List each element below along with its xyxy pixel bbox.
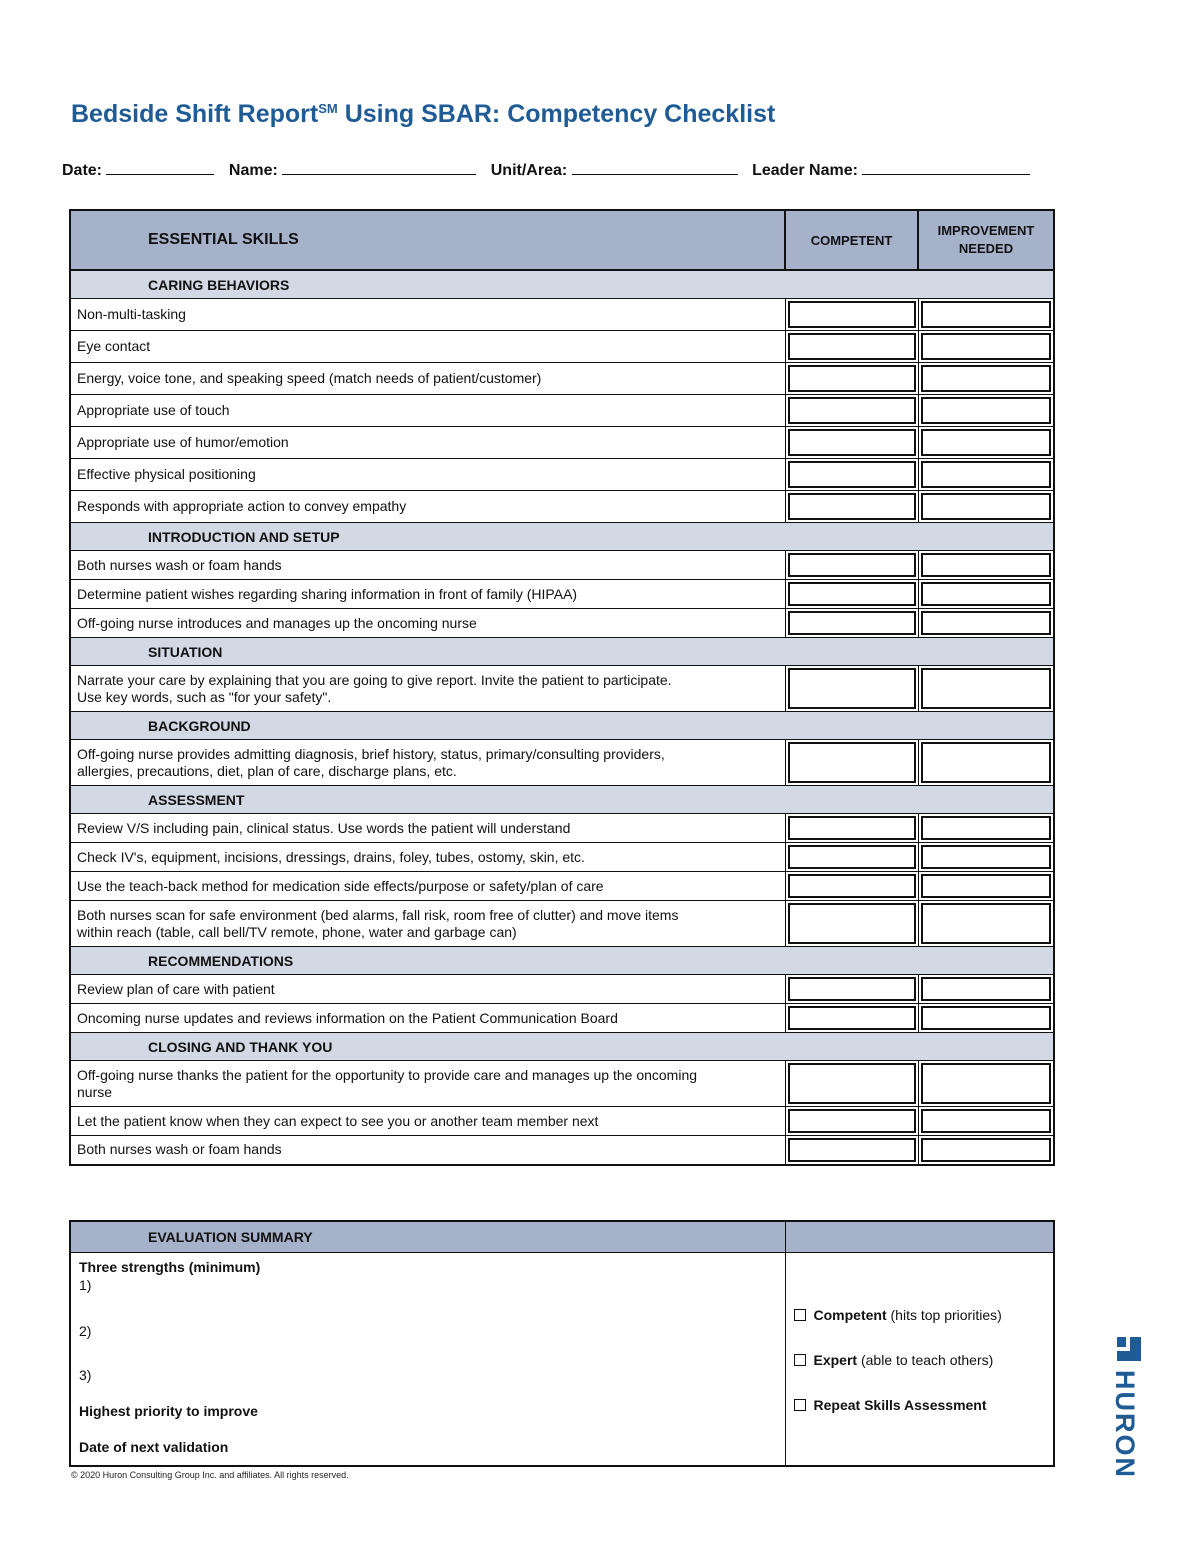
improvement-checkbox-cell xyxy=(918,740,1054,786)
improvement-checkbox[interactable] xyxy=(921,553,1052,577)
skill-text-line: nurse xyxy=(77,1083,113,1100)
competent-checkbox-cell xyxy=(785,299,918,331)
competent-checkbox[interactable] xyxy=(788,668,916,709)
improvement-checkbox-cell xyxy=(918,975,1054,1004)
skill-text-line: Appropriate use of humor/emotion xyxy=(77,434,289,450)
skill-text xyxy=(70,331,785,363)
skill-row xyxy=(70,363,1054,395)
competent-header: COMPETENT xyxy=(785,210,918,270)
improvement-checkbox[interactable] xyxy=(921,742,1052,783)
competent-checkbox[interactable] xyxy=(788,977,916,1001)
improvement-checkbox[interactable] xyxy=(921,611,1052,635)
competent-checkbox[interactable] xyxy=(788,365,916,392)
competent-checkbox-cell xyxy=(785,363,918,395)
skill-text xyxy=(70,580,785,609)
competent-checkbox[interactable] xyxy=(788,1109,916,1133)
checkbox-icon[interactable] xyxy=(794,1354,806,1366)
skill-row xyxy=(70,975,1054,1004)
improvement-checkbox[interactable] xyxy=(921,1063,1052,1104)
competent-checkbox-cell xyxy=(785,1136,918,1165)
improvement-checkbox[interactable] xyxy=(921,1006,1052,1030)
improvement-checkbox[interactable] xyxy=(921,365,1052,392)
option-competent[interactable]: Competent (hits top priorities) xyxy=(794,1307,1002,1323)
competent-checkbox[interactable] xyxy=(788,582,916,606)
improvement-checkbox-cell xyxy=(918,551,1054,580)
improvement-checkbox-cell xyxy=(918,609,1054,638)
skills-checklist-table xyxy=(69,209,1055,1166)
competent-checkbox[interactable] xyxy=(788,903,916,944)
improvement-checkbox[interactable] xyxy=(921,1109,1052,1133)
improvement-checkbox-cell xyxy=(918,459,1054,491)
skill-row xyxy=(70,1136,1054,1165)
skill-text-line: Non-multi-tasking xyxy=(77,306,186,322)
competent-checkbox[interactable] xyxy=(788,611,916,635)
improvement-checkbox-cell xyxy=(918,299,1054,331)
copyright-footer: © 2020 Huron Consulting Group Inc. and affiliates. All rights reserved. xyxy=(71,1470,349,1480)
essential-skills-header: ESSENTIAL SKILLS xyxy=(70,210,785,270)
competent-checkbox[interactable] xyxy=(788,429,916,456)
option-repeat-assessment[interactable]: Repeat Skills Assessment xyxy=(794,1397,987,1413)
date-field[interactable]: Date: xyxy=(62,160,214,180)
skill-text-line: Narrate your care by explaining that you are going to give report. Invite the patient to participate. xyxy=(77,671,672,688)
section-row xyxy=(70,523,1054,551)
skill-row xyxy=(70,427,1054,459)
improvement-checkbox[interactable] xyxy=(921,845,1052,869)
competent-checkbox-cell xyxy=(785,901,918,947)
skill-text xyxy=(70,814,785,843)
huron-logo-wordmark: HURON xyxy=(1110,1370,1140,1479)
competent-checkbox[interactable] xyxy=(788,333,916,360)
skill-text-line: Appropriate use of touch xyxy=(77,402,230,418)
competent-checkbox-cell xyxy=(785,843,918,872)
skill-text-line: Let the patient know when they can expect to see you or another team member next xyxy=(77,1112,599,1129)
improvement-checkbox[interactable] xyxy=(921,493,1052,520)
skill-row xyxy=(70,1004,1054,1033)
skill-text-line: Both nurses wash or foam hands xyxy=(77,1141,282,1158)
competent-checkbox-cell xyxy=(785,975,918,1004)
competent-checkbox[interactable] xyxy=(788,1138,916,1162)
skill-text xyxy=(70,1004,785,1033)
improvement-checkbox[interactable] xyxy=(921,1138,1052,1162)
skill-text-line: Off-going nurse thanks the patient for the opportunity to provide care and manages up the oncoming xyxy=(77,1066,698,1083)
skill-text-line: Effective physical positioning xyxy=(77,466,256,482)
skill-text xyxy=(70,551,785,580)
competent-checkbox-cell xyxy=(785,666,918,712)
evaluation-notes[interactable] xyxy=(70,1253,785,1467)
skill-text-line: Use key words, such as "for your safety". xyxy=(77,688,332,705)
improvement-checkbox-cell xyxy=(918,843,1054,872)
priority-label: Highest priority to improve xyxy=(79,1403,258,1419)
improvement-checkbox[interactable] xyxy=(921,903,1052,944)
competent-checkbox[interactable] xyxy=(788,742,916,783)
skill-text-line: Review V/S including pain, clinical status. Use words the patient will understand xyxy=(77,819,571,836)
skill-row xyxy=(70,901,1054,947)
improvement-needed-header: IMPROVEMENT NEEDED xyxy=(918,210,1054,270)
competent-checkbox-cell xyxy=(785,459,918,491)
section-row xyxy=(70,947,1054,975)
section-title: CARING BEHAVIORS xyxy=(70,270,1054,299)
improvement-checkbox-cell xyxy=(918,872,1054,901)
improvement-checkbox[interactable] xyxy=(921,977,1052,1001)
checkbox-icon[interactable] xyxy=(794,1399,806,1411)
improvement-checkbox-cell xyxy=(918,427,1054,459)
skill-row xyxy=(70,580,1054,609)
checkbox-icon[interactable] xyxy=(794,1309,806,1321)
section-row xyxy=(70,786,1054,814)
competent-checkbox[interactable] xyxy=(788,493,916,520)
skill-text xyxy=(70,901,785,947)
competent-checkbox-cell xyxy=(785,395,918,427)
skill-row xyxy=(70,1061,1054,1107)
competent-checkbox-cell xyxy=(785,491,918,523)
competent-checkbox-cell xyxy=(785,580,918,609)
table-header-row xyxy=(70,210,1054,270)
section-row xyxy=(70,712,1054,740)
skill-row xyxy=(70,1107,1054,1136)
competent-checkbox[interactable] xyxy=(788,874,916,898)
competent-checkbox-cell xyxy=(785,609,918,638)
skill-row xyxy=(70,872,1054,901)
skill-text-line: Both nurses scan for safe environment (bed alarms, fall risk, room free of clutter) and move items xyxy=(77,906,679,923)
competent-checkbox[interactable] xyxy=(788,1006,916,1030)
section-title: RECOMMENDATIONS xyxy=(70,947,1054,975)
section-row xyxy=(70,638,1054,666)
improvement-checkbox[interactable] xyxy=(921,333,1052,360)
improvement-checkbox-cell xyxy=(918,1061,1054,1107)
competent-checkbox-cell xyxy=(785,427,918,459)
skill-row xyxy=(70,666,1054,712)
improvement-checkbox-cell xyxy=(918,666,1054,712)
improvement-checkbox-cell xyxy=(918,814,1054,843)
option-expert[interactable]: Expert (able to teach others) xyxy=(794,1352,994,1368)
improvement-checkbox[interactable] xyxy=(921,301,1052,328)
name-field[interactable]: Name: xyxy=(229,160,476,180)
skill-text-line: Responds with appropriate action to convey empathy xyxy=(77,498,407,514)
skill-row xyxy=(70,551,1054,580)
skill-text xyxy=(70,395,785,427)
skill-text-line: Eye contact xyxy=(77,338,151,354)
section-title: CLOSING AND THANK YOU xyxy=(70,1033,1054,1061)
skill-row xyxy=(70,740,1054,786)
skill-text-line: Oncoming nurse updates and reviews information on the Patient Communication Board xyxy=(77,1009,618,1026)
improvement-checkbox[interactable] xyxy=(921,461,1052,488)
competent-checkbox-cell xyxy=(785,872,918,901)
skill-text xyxy=(70,459,785,491)
section-row xyxy=(70,1033,1054,1061)
competent-checkbox[interactable] xyxy=(788,397,916,424)
skill-text-line: Off-going nurse introduces and manages up the oncoming nurse xyxy=(77,614,477,631)
improvement-checkbox-cell xyxy=(918,491,1054,523)
competent-checkbox-cell xyxy=(785,1004,918,1033)
skill-row xyxy=(70,609,1054,638)
section-title: ASSESSMENT xyxy=(70,786,1054,814)
skill-text xyxy=(70,427,785,459)
improvement-checkbox[interactable] xyxy=(921,397,1052,424)
skill-text-line: Determine patient wishes regarding sharing information in front of family (HIPAA) xyxy=(77,585,578,602)
skill-text-line: Use the teach-back method for medication side effects/purpose or safety/plan of care xyxy=(77,877,604,894)
improvement-checkbox[interactable] xyxy=(921,668,1052,709)
competent-checkbox-cell xyxy=(785,551,918,580)
competent-checkbox[interactable] xyxy=(788,301,916,328)
skill-text xyxy=(70,299,785,331)
service-mark: SM xyxy=(318,101,338,116)
improvement-checkbox[interactable] xyxy=(921,816,1052,840)
skill-row xyxy=(70,331,1054,363)
evaluation-summary-header: EVALUATION SUMMARY xyxy=(70,1221,785,1253)
unit-area-field[interactable]: Unit/Area: xyxy=(491,160,738,180)
skill-text xyxy=(70,740,785,786)
skill-text xyxy=(70,491,785,523)
improvement-checkbox[interactable] xyxy=(921,582,1052,606)
competent-checkbox[interactable] xyxy=(788,816,916,840)
competent-checkbox-cell xyxy=(785,1107,918,1136)
header-fields xyxy=(62,160,1052,180)
competent-checkbox[interactable] xyxy=(788,845,916,869)
competent-checkbox-cell xyxy=(785,740,918,786)
skill-text-line: allergies, precautions, diet, plan of care, discharge plans, etc. xyxy=(77,762,457,779)
skill-text xyxy=(70,843,785,872)
skill-text-line: Both nurses wash or foam hands xyxy=(77,556,282,573)
improvement-checkbox-cell xyxy=(918,1004,1054,1033)
huron-logo-icon xyxy=(1114,1334,1144,1364)
validation-date-label: Date of next validation xyxy=(79,1439,229,1455)
strength-3: 3) xyxy=(79,1367,92,1383)
skill-text xyxy=(70,1136,785,1165)
improvement-checkbox-cell xyxy=(918,395,1054,427)
section-title: SITUATION xyxy=(70,638,1054,666)
evaluation-result-options xyxy=(785,1253,1054,1467)
competent-checkbox-cell xyxy=(785,1061,918,1107)
skill-text-line: Energy, voice tone, and speaking speed (match needs of patient/customer) xyxy=(77,370,542,386)
strengths-label: Three strengths (minimum) xyxy=(79,1259,261,1275)
competent-checkbox[interactable] xyxy=(788,553,916,577)
improvement-checkbox-cell xyxy=(918,363,1054,395)
improvement-checkbox[interactable] xyxy=(921,874,1052,898)
evaluation-header-right xyxy=(785,1221,1054,1253)
strength-2: 2) xyxy=(79,1323,92,1339)
skill-text-line: Check IV's, equipment, incisions, dressings, drains, foley, tubes, ostomy, skin, etc. xyxy=(77,848,585,865)
skill-row xyxy=(70,843,1054,872)
skill-text xyxy=(70,666,785,712)
competent-checkbox[interactable] xyxy=(788,1063,916,1104)
skill-text xyxy=(70,975,785,1004)
section-title: INTRODUCTION AND SETUP xyxy=(70,523,1054,551)
skill-row xyxy=(70,491,1054,523)
skill-row xyxy=(70,814,1054,843)
section-title: BACKGROUND xyxy=(70,712,1054,740)
improvement-checkbox-cell xyxy=(918,1136,1054,1165)
skill-text xyxy=(70,363,785,395)
competent-checkbox-cell xyxy=(785,814,918,843)
leader-name-field[interactable]: Leader Name: xyxy=(752,160,1030,180)
skill-row xyxy=(70,395,1054,427)
skill-text-line: Off-going nurse provides admitting diagnosis, brief history, status, primary/consulting providers, xyxy=(77,745,665,762)
improvement-checkbox-cell xyxy=(918,331,1054,363)
evaluation-summary-table xyxy=(69,1220,1055,1467)
competent-checkbox[interactable] xyxy=(788,461,916,488)
skill-row xyxy=(70,459,1054,491)
skill-text xyxy=(70,1061,785,1107)
skill-text xyxy=(70,1107,785,1136)
skill-text xyxy=(70,609,785,638)
section-row xyxy=(70,270,1054,299)
document-title: Bedside Shift Report℠ Using SBAR: Competency Checklist xyxy=(71,100,776,128)
improvement-checkbox-cell xyxy=(918,580,1054,609)
skill-text-line: Review plan of care with patient xyxy=(77,980,275,997)
improvement-checkbox-cell xyxy=(918,1107,1054,1136)
competent-checkbox-cell xyxy=(785,331,918,363)
improvement-checkbox-cell xyxy=(918,901,1054,947)
skill-text-line: within reach (table, call bell/TV remote, phone, water and garbage can) xyxy=(77,923,517,940)
skill-text xyxy=(70,872,785,901)
improvement-checkbox[interactable] xyxy=(921,429,1052,456)
strength-1: 1) xyxy=(79,1277,92,1293)
skill-row xyxy=(70,299,1054,331)
